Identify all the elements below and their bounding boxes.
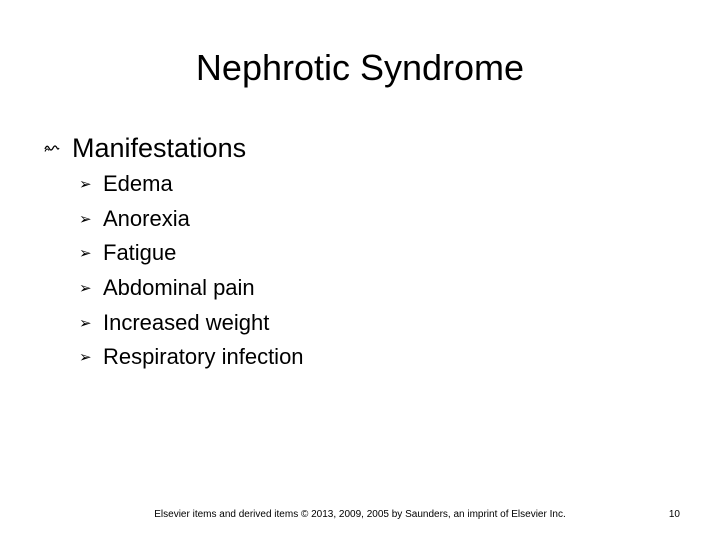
list-item-label: Respiratory infection: [103, 344, 304, 370]
page-number: 10: [668, 509, 680, 520]
list-item: [79, 340, 304, 375]
arrowhead-bullet-icon: ➢: [79, 209, 92, 228]
list-item: [79, 167, 304, 202]
wavy-bullet-icon: [44, 143, 72, 153]
slide-title: Nephrotic Syndrome: [195, 47, 525, 88]
arrowhead-bullet-icon: ➢: [79, 313, 92, 332]
list-item-label: Increased weight: [103, 309, 270, 335]
arrowhead-bullet-icon: ➢: [79, 175, 92, 194]
heading-label: Manifestations: [72, 133, 247, 163]
list-item-label: Fatigue: [103, 240, 177, 266]
arrowhead-bullet-icon: ➢: [79, 244, 92, 263]
heading-manifestations: [44, 128, 246, 168]
footer-copyright: Elsevier items and derived items © 2013, 2009, 2005 by Saunders, an imprint of Elsevier Inc.: [154, 509, 566, 520]
manifestations-list: [79, 167, 304, 375]
list-item-label: Abdominal pain: [103, 275, 255, 301]
list-item-label: Anorexia: [103, 205, 190, 231]
arrowhead-bullet-icon: ➢: [79, 348, 92, 367]
list-item-label: Edema: [103, 171, 173, 197]
list-item: [79, 271, 304, 306]
list-item: [79, 236, 304, 271]
list-item: [79, 305, 304, 340]
list-item: [79, 202, 304, 237]
arrowhead-bullet-icon: ➢: [79, 279, 92, 298]
